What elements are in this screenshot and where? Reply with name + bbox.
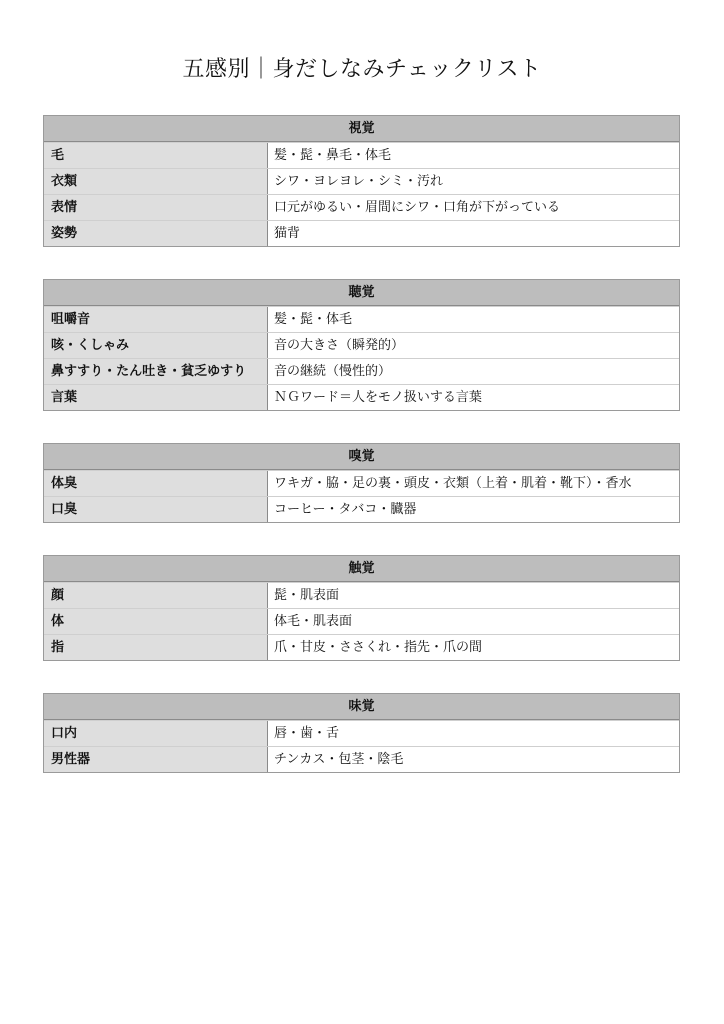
table-row — [44, 168, 679, 194]
section-header: 嗅覚 — [44, 443, 679, 470]
row-label: 口臭 — [44, 497, 268, 522]
section-sight — [43, 115, 680, 247]
table-row — [44, 496, 679, 522]
row-value: 髪・髭・体毛 — [268, 307, 679, 332]
table-row — [44, 746, 679, 772]
row-value: 猫背 — [268, 221, 679, 246]
row-label: 言葉 — [44, 385, 268, 410]
table-row — [44, 306, 679, 332]
row-value: 体毛・肌表面 — [268, 609, 679, 634]
row-value: 爪・甘皮・ささくれ・指先・爪の間 — [268, 635, 679, 660]
row-value: 口元がゆるい・眉間にシワ・口角が下がっている — [268, 195, 679, 220]
row-value: チンカス・包茎・陰毛 — [268, 747, 679, 772]
row-value: 髭・肌表面 — [268, 583, 679, 608]
row-value: ＮＧワード＝人をモノ扱いする言葉 — [268, 385, 679, 410]
table-row — [44, 720, 679, 746]
row-label: 指 — [44, 635, 268, 660]
row-value: シワ・ヨレヨレ・シミ・汚れ — [268, 169, 679, 194]
table-row — [44, 142, 679, 168]
table-row — [44, 220, 679, 246]
row-label: 咳・くしゃみ — [44, 333, 268, 358]
table-row — [44, 582, 679, 608]
section-hearing — [43, 279, 680, 411]
section-smell — [43, 443, 680, 523]
table-row — [44, 608, 679, 634]
table-row — [44, 634, 679, 660]
row-value: 唇・歯・舌 — [268, 721, 679, 746]
table-row — [44, 358, 679, 384]
checklist-sections — [43, 115, 678, 805]
row-label: 姿勢 — [44, 221, 268, 246]
table-row — [44, 470, 679, 496]
table-row — [44, 384, 679, 410]
row-label: 男性器 — [44, 747, 268, 772]
row-value: コーヒー・タバコ・臓器 — [268, 497, 679, 522]
row-label: 毛 — [44, 143, 268, 168]
row-label: 口内 — [44, 721, 268, 746]
section-touch — [43, 555, 680, 661]
section-header: 聴覚 — [44, 279, 679, 306]
page-title: 五感別｜身だしなみチェックリスト — [182, 57, 542, 82]
row-label: 衣類 — [44, 169, 268, 194]
row-value: 音の大きさ（瞬発的） — [268, 333, 679, 358]
row-label: 顔 — [44, 583, 268, 608]
section-header: 味覚 — [44, 693, 679, 720]
row-label: 表情 — [44, 195, 268, 220]
row-label: 鼻すすり・たん吐き・貧乏ゆすり — [44, 359, 268, 384]
row-label: 咀嚼音 — [44, 307, 268, 332]
table-row — [44, 194, 679, 220]
row-value: 髪・髭・鼻毛・体毛 — [268, 143, 679, 168]
section-header: 視覚 — [44, 115, 679, 142]
section-taste — [43, 693, 680, 773]
row-value: 音の継続（慢性的） — [268, 359, 679, 384]
table-row — [44, 332, 679, 358]
row-label: 体 — [44, 609, 268, 634]
section-header: 触覚 — [44, 555, 679, 582]
row-value: ワキガ・脇・足の裏・頭皮・衣類（上着・肌着・靴下）・香水 — [268, 471, 679, 496]
row-label: 体臭 — [44, 471, 268, 496]
